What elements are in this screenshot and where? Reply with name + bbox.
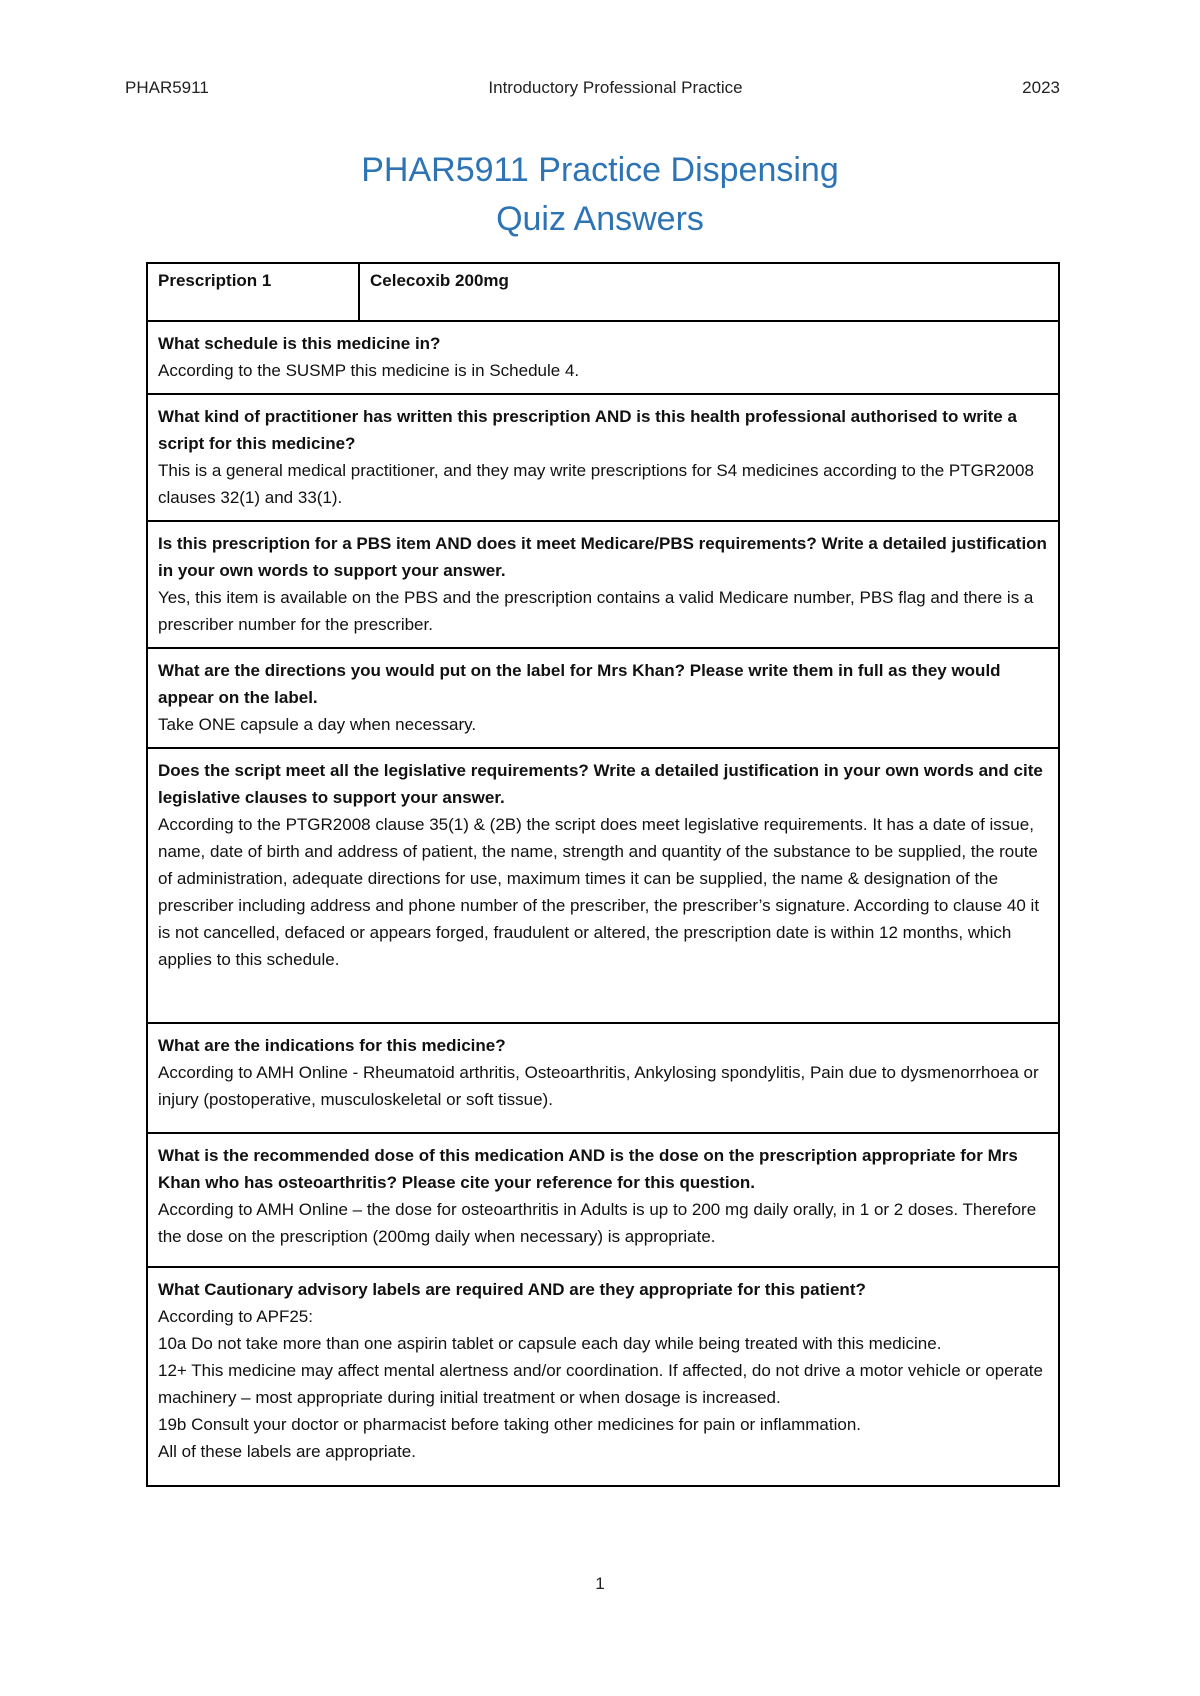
question-text: Does the script meet all the legislative requirements? Write a detailed justification in your own words and cite legislative clauses to support your answer. xyxy=(158,761,1043,807)
header-course-code: PHAR5911 xyxy=(125,78,209,97)
answer-text: According to the SUSMP this medicine is in Schedule 4. xyxy=(158,361,580,380)
question-text: Is this prescription for a PBS item AND does it meet Medicare/PBS requirements? Write a detailed justification in your own words to support your answer. xyxy=(158,534,1047,580)
document-title xyxy=(0,146,1200,244)
table-row xyxy=(148,393,1058,520)
table-row xyxy=(148,1022,1058,1132)
table-row xyxy=(148,1266,1058,1485)
table-row xyxy=(148,520,1058,647)
running-header xyxy=(125,78,1060,98)
answer-text: This is a general medical practitioner, and they may write prescriptions for S4 medicines according to the PTGR2008 clauses 32(1) and 33(1). xyxy=(158,461,1034,507)
answer-line: 12+ This medicine may affect mental alertness and/or coordination. If affected, do not drive a motor vehicle or operate machinery – most appropriate during initial treatment or when dosage is increased. xyxy=(158,1361,1043,1407)
title-line-1: PHAR5911 Practice Dispensing xyxy=(361,151,839,189)
answers-table xyxy=(146,262,1060,1487)
answer-line: 19b Consult your doctor or pharmacist before taking other medicines for pain or inflammation. xyxy=(158,1415,862,1434)
table-row xyxy=(148,647,1058,747)
question-text: What are the indications for this medicine? xyxy=(158,1036,506,1055)
table-row xyxy=(148,320,1058,393)
table-row xyxy=(148,1132,1058,1266)
question-text: What schedule is this medicine in? xyxy=(158,334,441,353)
prescription-header-row xyxy=(148,264,1058,320)
table-row xyxy=(148,747,1058,1022)
answer-text: According to AMH Online - Rheumatoid arthritis, Osteoarthritis, Ankylosing spondylitis, Pain due to dysmenorrhoea or injury (postoperative, musculoskeletal or soft tissue). xyxy=(158,1063,1039,1109)
header-course-title: Introductory Professional Practice xyxy=(488,78,743,97)
medicine-name: Celecoxib 200mg xyxy=(370,271,509,290)
title-line-2: Quiz Answers xyxy=(496,200,704,238)
header-year: 2023 xyxy=(1022,78,1060,97)
answer-text: According to the PTGR2008 clause 35(1) & (2B) the script does meet legislative requirements. It has a date of issue, name, date of birth and address of patient, the name, strength and quantity of the substance to be supplied, the route of administration, adequate directions for use, maximum times it can be supplied, the name & designation of the prescriber including address and phone number of the prescriber, the prescriber’s signature. According to clause 40 it is not cancelled, defaced or appears forged, fraudulent or altered, the prescription date is within 12 months, which applies to this schedule. xyxy=(158,815,1040,969)
answer-text: Take ONE capsule a day when necessary. xyxy=(158,715,477,734)
answer-text: Yes, this item is available on the PBS and the prescription contains a valid Medicare number, PBS flag and there is a prescriber number for the prescriber. xyxy=(158,588,1034,634)
page-number: 1 xyxy=(595,1574,605,1593)
question-text: What Cautionary advisory labels are required AND are they appropriate for this patient? xyxy=(158,1280,866,1299)
question-text: What is the recommended dose of this medication AND is the dose on the prescription appropriate for Mrs Khan who has osteoarthritis? Please cite your reference for this question. xyxy=(158,1146,1018,1192)
question-text: What kind of practitioner has written this prescription AND is this health professional authorised to write a script for this medicine? xyxy=(158,407,1017,453)
prescription-label: Prescription 1 xyxy=(148,264,360,320)
answer-line: According to APF25: xyxy=(158,1307,313,1326)
answer-line: All of these labels are appropriate. xyxy=(158,1442,416,1461)
question-text: What are the directions you would put on the label for Mrs Khan? Please write them in full as they would appear on the label. xyxy=(158,661,1001,707)
answer-line: 10a Do not take more than one aspirin tablet or capsule each day while being treated with this medicine. xyxy=(158,1334,942,1353)
answer-text: According to AMH Online – the dose for osteoarthritis in Adults is up to 200 mg daily orally, in 1 or 2 doses. Therefore the dose on the prescription (200mg daily when necessary) is appropriate. xyxy=(158,1200,1037,1246)
